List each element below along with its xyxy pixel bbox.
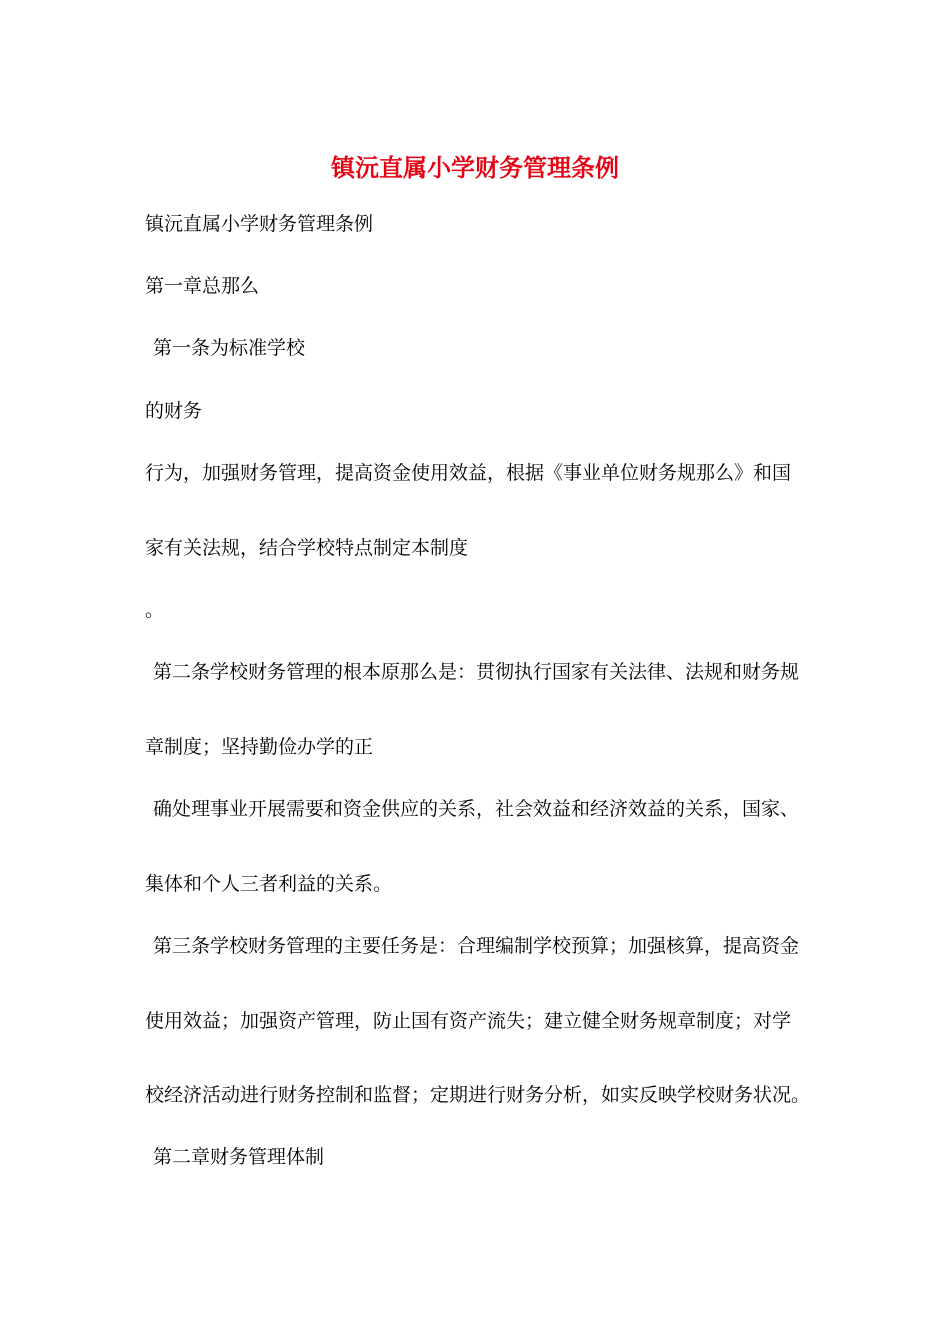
article-line: 使用效益；加强资产管理，防止国有资产流失；建立健全财务规章制度；对学	[145, 1010, 792, 1032]
article-line: 的财务	[145, 400, 203, 422]
article-line: 第一条为标准学校	[153, 337, 306, 359]
document-title: 镇沅直属小学财务管理条例	[331, 153, 619, 182]
article-line: 第三条学校财务管理的主要任务是：合理编制学校预算；加强核算，提高资金	[153, 935, 800, 957]
article-line: 确处理事业开展需要和资金供应的关系，社会效益和经济效益的关系，国家、	[153, 798, 800, 820]
article-line: 行为，加强财务管理，提高资金使用效益，根据《事业单位财务规那么》和国	[145, 462, 792, 484]
article-line: 家有关法规，结合学校特点制定本制度	[145, 537, 469, 559]
chapter-heading: 第二章财务管理体制	[153, 1146, 325, 1168]
article-line: 章制度；坚持勤俭办学的正	[145, 736, 374, 758]
doc-subtitle: 镇沅直属小学财务管理条例	[145, 213, 374, 235]
article-line: 集体和个人三者利益的关系。	[145, 873, 393, 895]
article-line: 校经济活动进行财务控制和监督；定期进行财务分析，如实反映学校财务状况。	[145, 1084, 811, 1106]
chapter-heading: 第一章总那么	[145, 275, 260, 297]
article-line: 第二条学校财务管理的根本原那么是：贯彻执行国家有关法律、法规和财务规	[153, 661, 800, 683]
article-line: 。	[145, 599, 165, 621]
